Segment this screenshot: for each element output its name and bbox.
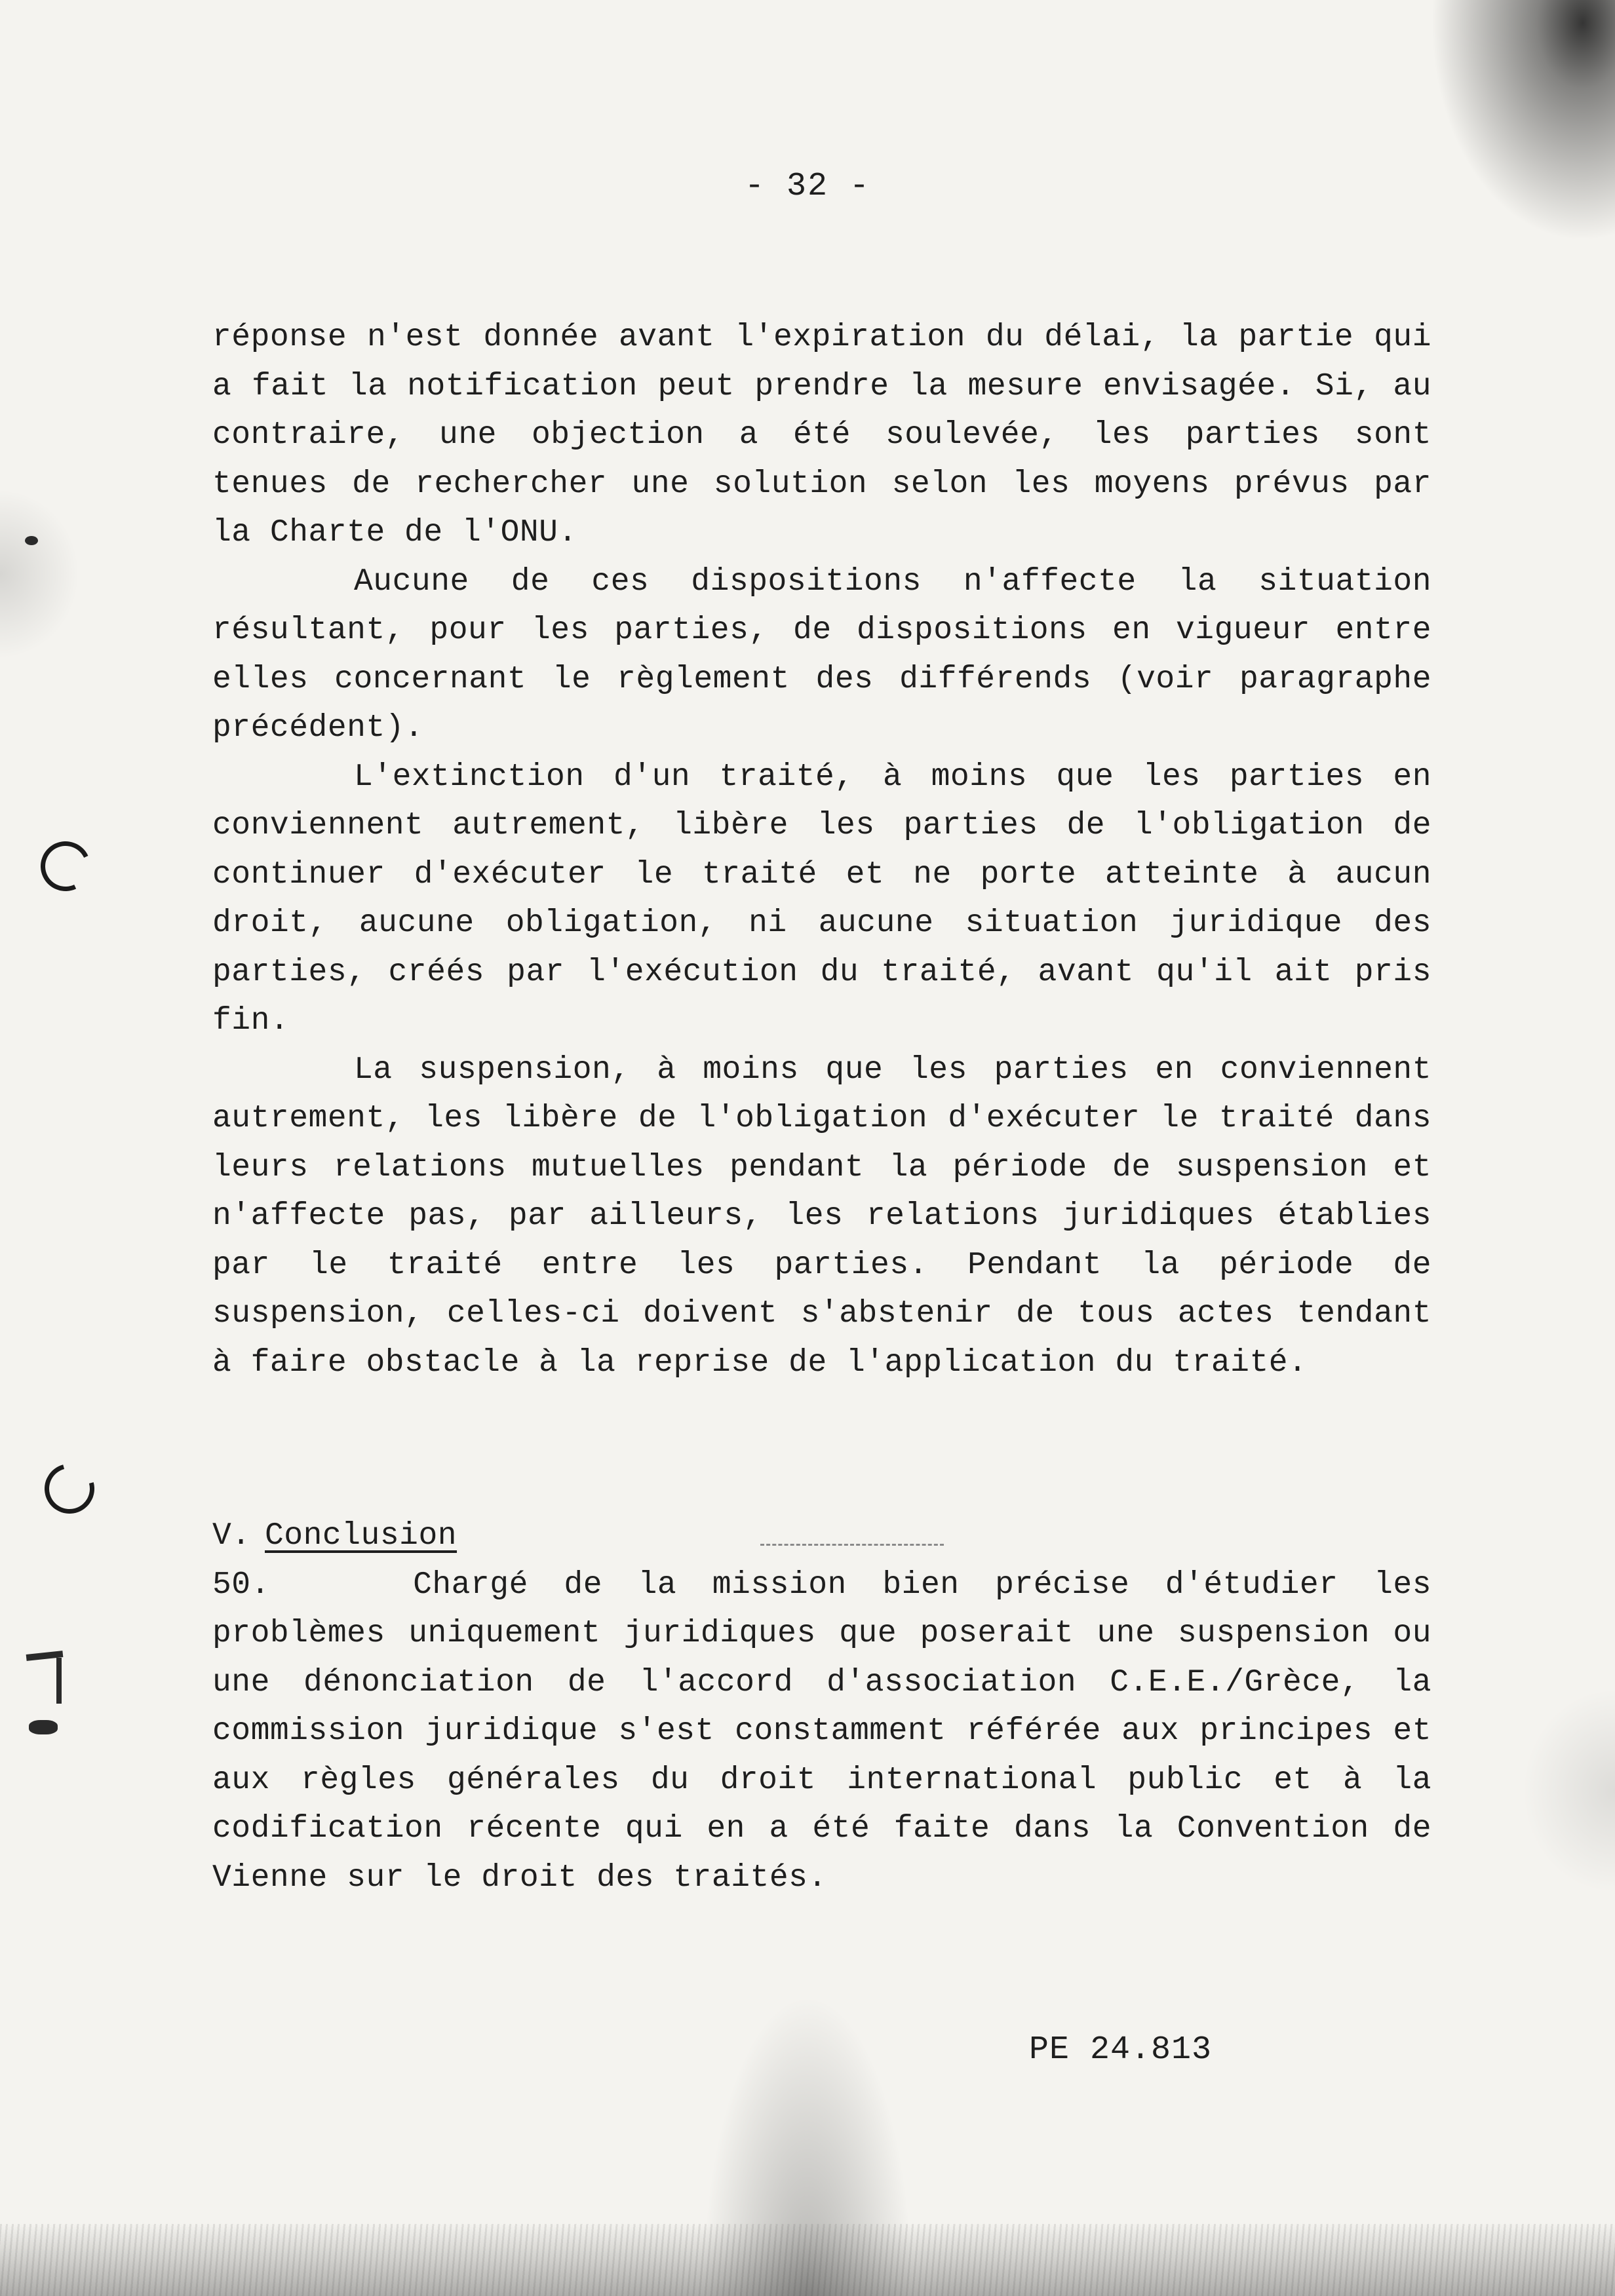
scan-speck <box>29 1720 58 1734</box>
scan-shadow <box>0 2224 1615 2296</box>
paragraph-text: Chargé de la mission bien précise d'étudier les problèmes uniquement juridiques que poserait une suspension ou une dénonciation de l'accord d'association C.E.E./Grèce, la commission juridique s'est constamment référée aux principes et aux règles générales du droit international public et à la codification récente qui en a été faite dans la Convention de Vienne sur le droit des traités. <box>212 1567 1431 1896</box>
numbered-paragraph <box>212 1561 1431 1903</box>
paragraph: Aucune de ces dispositions n'affecte la situation résultant, pour les parties, de dispositions en vigueur entre elles concernant le règlement des différends (voir paragraphe précédent). <box>212 564 1431 746</box>
punch-hole-mark <box>33 834 97 898</box>
section-heading <box>212 1512 1431 1561</box>
scan-speck <box>25 536 38 545</box>
body-text <box>212 313 1431 1902</box>
page-number: - 32 - <box>744 168 871 205</box>
paragraph: réponse n'est donnée avant l'expiration du délai, la partie qui a fait la notification peut prendre la mesure envisagée. Si, au contraire, une objection a été soulevée, les parties sont tenues de rechercher une solution selon les moyens prévus par la Charte de l'ONU. <box>212 320 1431 550</box>
punch-hole-mark <box>35 1455 104 1523</box>
section-spacer <box>212 1387 1431 1512</box>
section-divider <box>760 1544 944 1546</box>
paragraph-number: 50. <box>212 1567 270 1603</box>
document-reference: PE 24.813 <box>1029 2031 1213 2069</box>
staple-mark <box>56 1658 62 1704</box>
paragraph: La suspension, à moins que les parties en conviennent autrement, les libère de l'obligation d'exécuter le traité dans leurs relations mutuelles pendant la période de suspension et n'affecte pas, par ailleurs, les relations juridiques établies par le traité entre les parties. Pendant la période de suspension, celles-ci doivent s'abstenir de tous actes tendant à faire obstacle à la reprise de l'application du traité. <box>212 1052 1431 1381</box>
section-number: V. <box>212 1518 251 1554</box>
paragraph: L'extinction d'un traité, à moins que les parties en conviennent autrement, libère les parties de l'obligation de continuer d'exécuter le traité et ne porte atteinte à aucun droit, aucune obligation, ni aucune situation juridique des parties, créés par l'exécution du traité, avant qu'il ait pris fin. <box>212 759 1431 1039</box>
section-title: Conclusion <box>265 1518 457 1554</box>
